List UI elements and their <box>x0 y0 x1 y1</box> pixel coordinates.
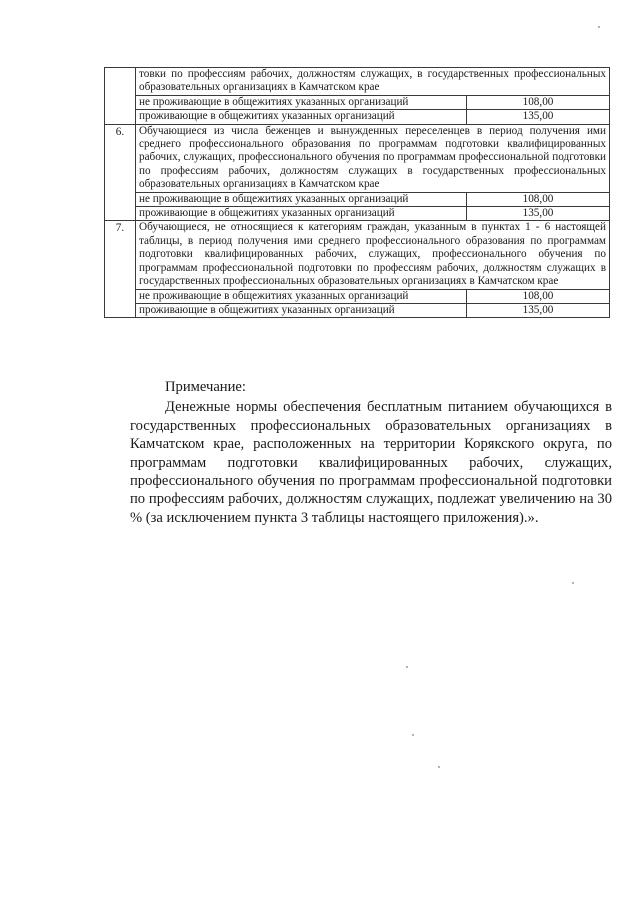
food-norms-table <box>104 67 610 318</box>
row-number <box>105 68 136 125</box>
table-subrow <box>105 289 610 303</box>
scan-speck <box>572 582 574 584</box>
table-subrow <box>105 207 610 221</box>
subrow-value: 108,00 <box>467 289 610 303</box>
table-subrow <box>105 192 610 206</box>
row-description: товки по профессиям рабочих, должностям служащих, в государственных профессиональных образовательных организациях в Камчатском крае <box>136 68 610 96</box>
row-description: Обучающиеся, не относящиеся к категориям граждан, указанным в пунктах 1 - 6 настоящей таблицы, в период получения ими среднего профессионального образования по программам подготовки квалифицированных рабочих, служащих, профессионального обучения по программам профессиональной подготовки по профессиям рабочих, должностям служащих в государственных профессиональных образовательных организациях в Камчатском крае <box>136 221 610 289</box>
table-subrow <box>105 110 610 124</box>
note-section <box>130 378 612 527</box>
scan-speck <box>406 666 408 668</box>
subrow-label: проживающие в общежитиях указанных организаций <box>136 303 467 317</box>
table-row <box>105 221 610 289</box>
subrow-label: не проживающие в общежитиях указанных организаций <box>136 289 467 303</box>
note-title: Примечание: <box>165 379 246 395</box>
scan-speck <box>438 766 440 768</box>
table-subrow <box>105 95 610 109</box>
subrow-value: 135,00 <box>467 110 610 124</box>
note-text: Денежные нормы обеспечения бесплатным питанием обучающихся в государственных профессиональных образовательных организациях в Камчатском крае, расположенных на территории Корякского округа, по программам подготовки квалифицированных рабочих, служащих, профессионального обучения по программам профессиональной подготовки по профессиям рабочих, должностям служащих, подлежат увеличению на 30 % (за исключением пункта 3 таблицы настоящего приложения).». <box>130 399 612 526</box>
row-description: Обучающиеся из числа беженцев и вынужденных переселенцев в период получения ими среднего профессионального образования по программам подготовки квалифицированных рабочих, служащих, профессионального обучения по программам профессиональной подготовки по профессиям рабочих, должностям служащих в государственных профессиональных образовательных организациях в Камчатском крае <box>136 124 610 192</box>
table-subrow <box>105 303 610 317</box>
subrow-value: 108,00 <box>467 192 610 206</box>
table-row <box>105 68 610 96</box>
subrow-value: 108,00 <box>467 95 610 109</box>
row-number: 6. <box>105 124 136 221</box>
subrow-value: 135,00 <box>467 207 610 221</box>
subrow-label: не проживающие в общежитиях указанных организаций <box>136 95 467 109</box>
subrow-label: проживающие в общежитиях указанных организаций <box>136 207 467 221</box>
subrow-label: не проживающие в общежитиях указанных организаций <box>136 192 467 206</box>
table-row <box>105 124 610 192</box>
subrow-value: 135,00 <box>467 303 610 317</box>
row-number: 7. <box>105 221 136 318</box>
scan-speck <box>598 26 600 28</box>
subrow-label: проживающие в общежитиях указанных организаций <box>136 110 467 124</box>
scan-speck <box>412 734 414 736</box>
